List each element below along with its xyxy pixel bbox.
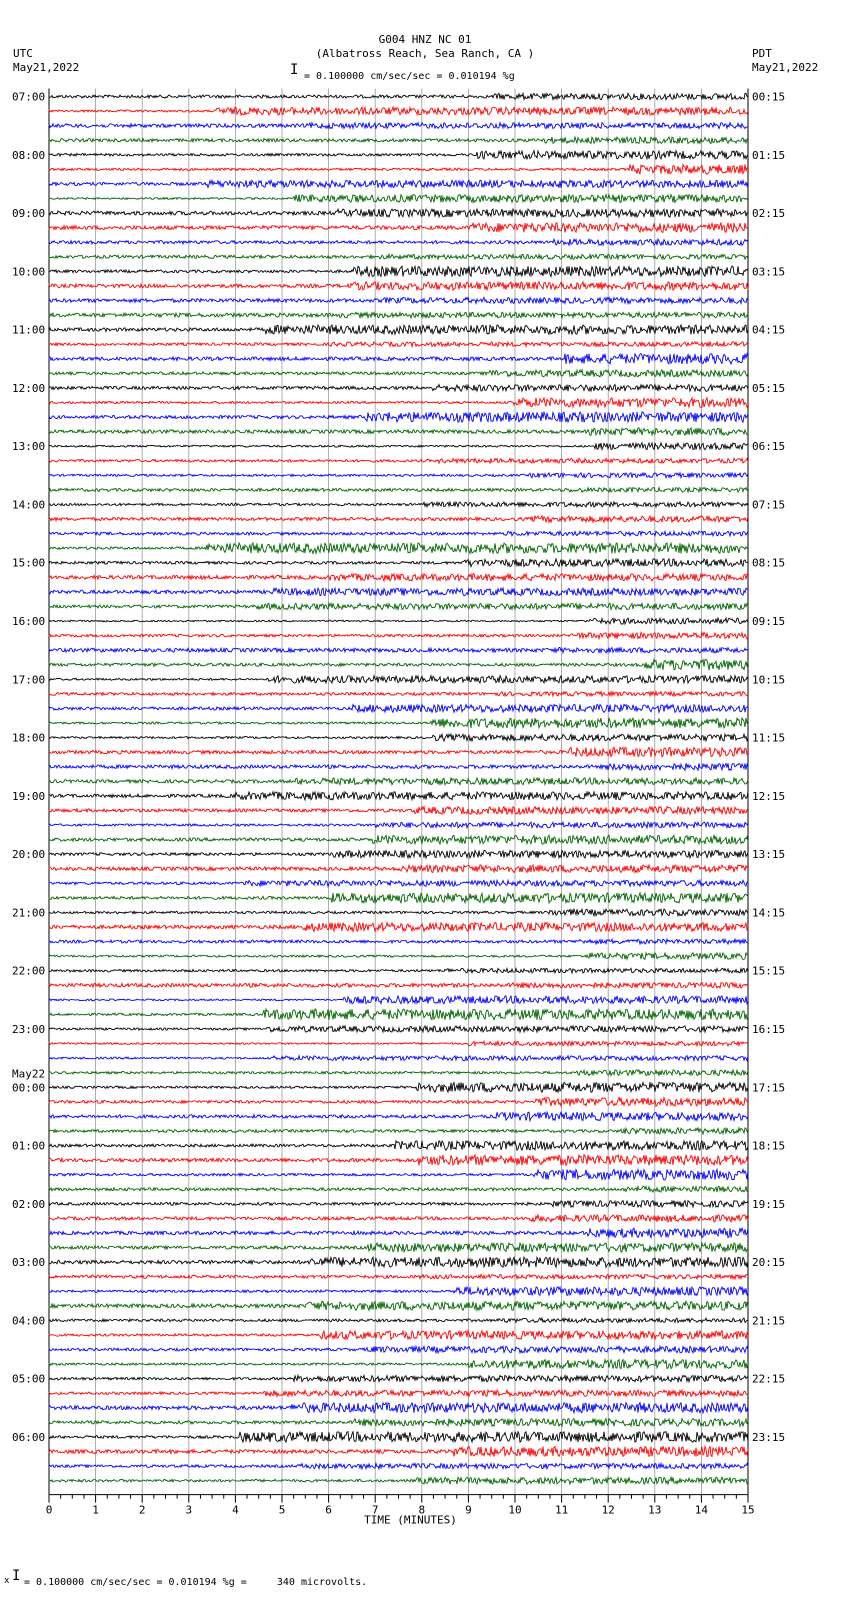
footer-scale-bar-icon: I	[12, 1568, 21, 1584]
utc-hour-label: 15:00	[12, 556, 46, 570]
trace-50	[49, 807, 748, 815]
trace-14	[49, 282, 748, 290]
trace-3	[49, 123, 748, 129]
x-tick-label: 12	[601, 1503, 615, 1517]
utc-hour-label: 22:00	[12, 964, 46, 978]
trace-62	[49, 983, 748, 989]
trace-21	[49, 385, 748, 392]
trace-23	[49, 412, 748, 422]
trace-40	[49, 660, 748, 670]
pdt-hour-label: 06:15	[752, 440, 786, 454]
utc-hour-label: 10:00	[12, 265, 46, 279]
trace-38	[49, 633, 748, 639]
pdt-hour-label: 01:15	[752, 148, 786, 162]
trace-84	[49, 1301, 748, 1310]
trace-42	[49, 692, 748, 697]
trace-37	[49, 618, 748, 624]
trace-51	[49, 822, 748, 828]
pdt-hour-label: 19:15	[752, 1197, 786, 1211]
trace-71	[49, 1112, 748, 1121]
trace-46	[49, 747, 748, 757]
trace-5	[49, 151, 748, 159]
utc-hour-label: 19:00	[12, 789, 46, 803]
trace-19	[49, 354, 748, 364]
x-tick-label: 15	[741, 1503, 755, 1517]
trace-25	[49, 443, 748, 450]
pdt-hour-label: 11:15	[752, 731, 786, 745]
trace-94	[49, 1447, 748, 1457]
utc-hour-label: 09:00	[12, 207, 46, 221]
trace-74	[49, 1155, 748, 1166]
utc-hour-label: 16:00	[12, 615, 46, 629]
x-tick-label: 8	[418, 1503, 426, 1517]
trace-47	[49, 763, 748, 770]
utc-hour-label: 23:00	[12, 1022, 46, 1036]
trace-7	[49, 180, 748, 188]
pdt-hour-label: 00:15	[752, 90, 786, 104]
utc-hour-label: 18:00	[12, 731, 46, 745]
trace-6	[49, 165, 748, 175]
utc-hour-label: 11:00	[12, 323, 46, 337]
trace-22	[49, 398, 748, 408]
trace-81	[49, 1257, 748, 1267]
trace-66	[49, 1041, 748, 1046]
trace-52	[49, 835, 748, 844]
pdt-hour-label: 18:15	[752, 1139, 786, 1153]
pdt-hour-label: 13:15	[752, 848, 786, 862]
trace-69	[49, 1082, 748, 1092]
trace-57	[49, 909, 748, 916]
trace-35	[49, 588, 748, 596]
utc-hour-label: 07:00	[12, 90, 46, 104]
utc-hour-label: 04:00	[12, 1314, 46, 1328]
utc-hour-label: 03:00	[12, 1256, 46, 1270]
trace-95	[49, 1463, 748, 1468]
x-tick-label: 10	[508, 1503, 522, 1517]
trace-18	[49, 342, 748, 347]
utc-hour-label: 13:00	[12, 440, 46, 454]
right-timezone: PDT	[752, 47, 772, 60]
trace-55	[49, 880, 748, 886]
pdt-hour-label: 17:15	[752, 1081, 786, 1095]
trace-28	[49, 488, 748, 493]
utc-hour-label: 12:00	[12, 381, 46, 395]
pdt-hour-label: 02:15	[752, 207, 786, 221]
trace-13	[49, 266, 748, 277]
x-tick-label: 7	[371, 1503, 379, 1517]
utc-hour-label: 00:00	[12, 1081, 46, 1095]
trace-9	[49, 209, 748, 217]
trace-49	[49, 792, 748, 800]
pdt-hour-label: 03:15	[752, 265, 786, 279]
x-tick-label: 13	[648, 1503, 662, 1517]
pdt-hour-label: 15:15	[752, 964, 786, 978]
footer-marker-icon: x	[4, 1576, 10, 1586]
x-axis-label: TIME (MINUTES)	[364, 1513, 457, 1527]
trace-78	[49, 1215, 748, 1222]
trace-88	[49, 1360, 748, 1369]
pdt-hour-label: 14:15	[752, 906, 786, 920]
utc-hour-label: 02:00	[12, 1197, 46, 1211]
x-tick-label: 4	[232, 1503, 239, 1517]
trace-16	[49, 312, 748, 318]
trace-24	[49, 428, 748, 435]
x-tick-label: 0	[45, 1503, 53, 1517]
trace-70	[49, 1098, 748, 1107]
utc-hour-label: 17:00	[12, 673, 46, 687]
x-tick-label: 1	[92, 1503, 99, 1517]
trace-58	[49, 923, 748, 932]
footer-scale-text: = 0.100000 cm/sec/sec = 0.010194 %g = 340 microvolts.	[24, 1577, 368, 1588]
trace-26	[49, 458, 748, 463]
trace-32	[49, 543, 748, 554]
trace-8	[49, 195, 748, 203]
trace-12	[49, 254, 748, 259]
station-title: G004 HNZ NC 01	[378, 33, 472, 46]
trace-59	[49, 939, 748, 944]
x-tick-label: 5	[278, 1503, 286, 1517]
utc-hour-label: 14:00	[12, 498, 46, 512]
trace-85	[49, 1318, 748, 1323]
utc-hour-label: 20:00	[12, 848, 46, 862]
trace-90	[49, 1390, 748, 1396]
x-tick-label: 11	[554, 1503, 569, 1517]
trace-76	[49, 1186, 748, 1192]
trace-29	[49, 502, 748, 507]
trace-67	[49, 1056, 748, 1061]
trace-11	[49, 239, 748, 245]
pdt-hour-label: 21:15	[752, 1314, 786, 1328]
left-date: May21,2022	[13, 61, 80, 74]
trace-73	[49, 1141, 748, 1150]
x-tick-label: 9	[465, 1503, 472, 1517]
trace-87	[49, 1346, 748, 1353]
pdt-hour-label: 20:15	[752, 1256, 786, 1270]
pdt-hour-label: 07:15	[752, 498, 786, 512]
trace-54	[49, 865, 748, 873]
trace-4	[49, 137, 748, 143]
trace-92	[49, 1419, 748, 1427]
trace-63	[49, 996, 748, 1004]
utc-hour-label: 21:00	[12, 906, 46, 920]
utc-hour-label: 08:00	[12, 148, 46, 162]
trace-45	[49, 734, 748, 741]
trace-61	[49, 968, 748, 973]
pdt-hour-label: 08:15	[752, 556, 786, 570]
trace-41	[49, 676, 748, 683]
trace-30	[49, 516, 748, 522]
x-tick-label: 6	[325, 1503, 332, 1517]
trace-15	[49, 298, 748, 304]
pdt-hour-label: 23:15	[752, 1430, 786, 1444]
utc-hour-label: 05:00	[12, 1372, 46, 1386]
trace-1	[49, 93, 748, 99]
trace-53	[49, 850, 748, 858]
utc-hour-label: 06:00	[12, 1430, 46, 1444]
trace-91	[49, 1403, 748, 1413]
scale-text: = 0.100000 cm/sec/sec = 0.010194 %g	[304, 71, 515, 82]
trace-96	[49, 1477, 748, 1484]
trace-31	[49, 531, 748, 536]
left-timezone: UTC	[13, 47, 33, 60]
trace-75	[49, 1169, 748, 1180]
trace-2	[49, 107, 748, 115]
trace-80	[49, 1243, 748, 1252]
trace-79	[49, 1228, 748, 1237]
trace-77	[49, 1201, 748, 1207]
trace-48	[49, 778, 748, 785]
trace-56	[49, 893, 748, 903]
trace-82	[49, 1274, 748, 1279]
pdt-hour-label: 09:15	[752, 615, 786, 629]
trace-89	[49, 1375, 748, 1382]
trace-65	[49, 1026, 748, 1032]
pdt-hour-label: 04:15	[752, 323, 786, 337]
x-tick-label: 14	[694, 1503, 709, 1517]
pdt-hour-label: 12:15	[752, 789, 786, 803]
pdt-hour-label: 22:15	[752, 1372, 786, 1386]
trace-44	[49, 718, 748, 728]
trace-93	[49, 1432, 748, 1442]
x-tick-label: 3	[185, 1503, 193, 1517]
trace-27	[49, 473, 748, 478]
trace-60	[49, 953, 748, 960]
location-title: (Albatross Reach, Sea Ranch, CA )	[315, 47, 535, 60]
trace-64	[49, 1009, 748, 1020]
utc-hour-label: 01:00	[12, 1139, 46, 1153]
date-change-label: May22	[12, 1067, 46, 1081]
trace-33	[49, 559, 748, 567]
trace-43	[49, 705, 748, 713]
trace-10	[49, 223, 748, 233]
trace-68	[49, 1070, 748, 1076]
trace-17	[49, 325, 748, 334]
pdt-hour-label: 05:15	[752, 381, 786, 395]
trace-83	[49, 1287, 748, 1296]
scale-bar-icon: I	[290, 62, 299, 78]
trace-36	[49, 603, 748, 609]
pdt-hour-label: 10:15	[752, 673, 786, 687]
x-tick-label: 2	[138, 1503, 146, 1517]
pdt-hour-label: 16:15	[752, 1022, 786, 1036]
trace-72	[49, 1128, 748, 1134]
trace-39	[49, 648, 748, 653]
trace-86	[49, 1331, 748, 1340]
right-date: May21,2022	[752, 61, 819, 74]
trace-20	[49, 370, 748, 377]
trace-34	[49, 574, 748, 581]
